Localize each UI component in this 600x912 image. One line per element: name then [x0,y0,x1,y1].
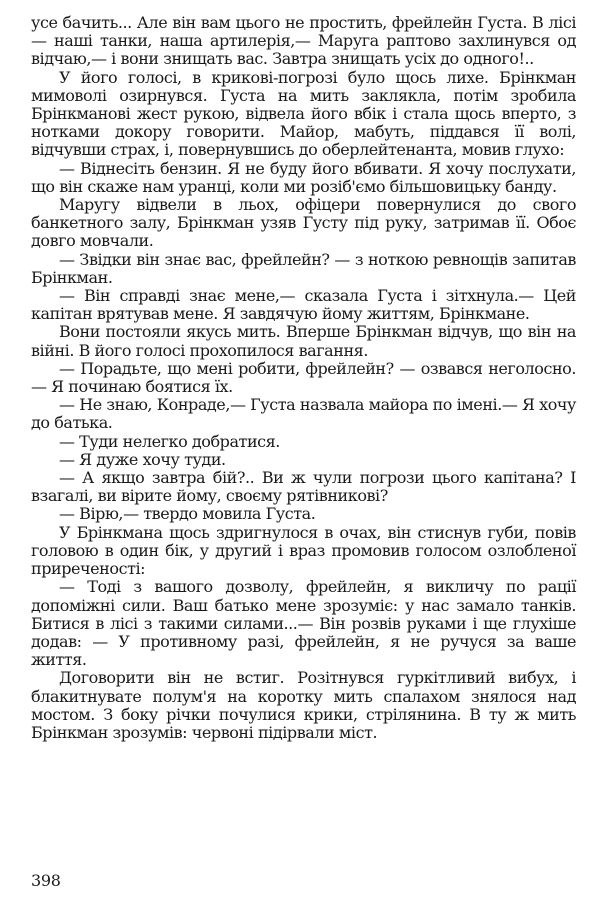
page-number: 398 [31,871,61,890]
paragraph-3: — Віднесіть бензин. Я не буду його вбивати. Я хочу послухати, що він скаже нам уранці, коли ми розіб'ємо більшовицьку банду. [31,158,576,196]
paragraph-13: — Вірю,— твердо мовила Густа. [59,504,316,524]
paragraph-4: Маругу відвели в льох, офіцери повернулися до свого банкетного залу, Брінкман узяв Густу під руку, затримав її. Обоє довго мовчали. [31,195,576,251]
paragraph-16: Договорити він не встиг. Розітнувся гуркітливий вибух, і блакитнувате полум'я на коротку мить спалахом знялося над мостом. З боку річки почулися крики, стрілянина. В ту ж мить Брінкман зрозумів: червоні підірвали міст. [31,668,576,742]
paragraph-1: усе бачить... Але він вам цього не простить, фрейлейн Густа. В лісі — наші танки, наша артилерія,— Маруга раптово захлинувся од відчаю,— і вони знищать вас. Завтра знищать усіх до одного!.. [31,13,576,69]
paragraph-12: — А якщо завтра бій?.. Ви ж чули погрози цього капітана? І взагалі, ви вірите йому, своєму рятівникові? [31,468,576,506]
paragraph-11: — Я дуже хочу туди. [59,449,226,469]
paragraph-9: — Не знаю, Конраде,— Густа назвала майора по імені.— Я хочу до батька. [31,395,576,433]
paragraph-8: — Порадьте, що мені робити, фрейлейн? — озвався неголосно.— Я починаю боятися їх. [31,358,576,397]
paragraph-14: У Брінкмана щось здригнулося в очах, він стиснув губи, повів головою в один бік, у другий і враз промовив голосом озлобленої прирeченості: [31,522,576,579]
paragraph-5: — Звідки він знає вас, фрейлейн? — з ноткою ревнощів запитав Брінкман. [31,249,576,287]
page-body [31,14,576,742]
paragraph-6: — Він справді знає мене,— сказала Густа і зітхнула.— Цей капітан врятував мене. Я завдячую йому життям, Брінкмане. [31,286,576,324]
paragraph-2: У його голосі, в крикові-погрозі було щось лихе. Брінкман мимоволі озирнувся. Густа на мить заклякла, потім зробила Брінкмановi жест рукою, відвела його вбік і стала щось вперто, з нотками докору говорити. Майор, мабуть, піддався її волі, відчувши страх, і, повернувшись до оберлейтенанта, мовив глухо: [31,67,576,160]
paragraph-15: — Тоді з вашого дозволу, фрейлейн, я викличу по рації допоміжні сили. Ваш батько мене зрозуміє: у нас замало танків. Битися в лісі з такими силами...— Він розвів руками і ще глухіше додав: — У противному разі, фрейлейн, я не ручуся за ваше життя. [31,577,576,670]
paragraph-10: — Туди нелегко добратися. [59,431,280,451]
paragraph-7: Вони постояли якусь мить. Вперше Брінкман відчув, що він на війні. В його голосі прохопилося вагання. [31,322,576,360]
